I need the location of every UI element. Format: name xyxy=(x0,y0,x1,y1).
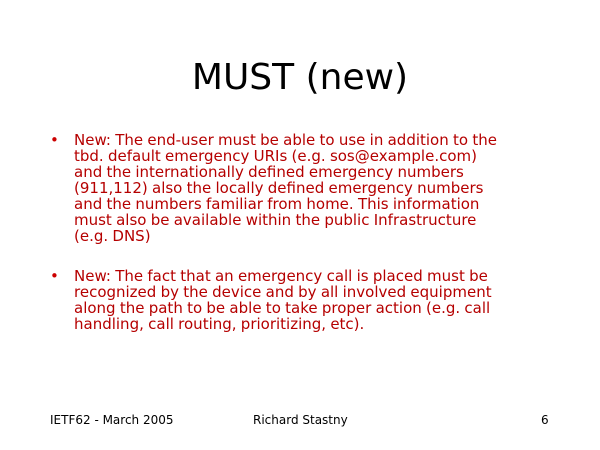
bullet-line: along the path to be able to take proper action (e.g. call xyxy=(74,299,491,317)
bullet-line: and the internationally defined emergency numbers xyxy=(74,163,464,181)
bullet-line: (911,112) also the locally defined emergency numbers xyxy=(74,179,484,197)
bullet-icon: • xyxy=(50,267,59,285)
bullet-line: must also be available within the public Infrastructure xyxy=(74,211,477,229)
bullet-line: New: The fact that an emergency call is placed must be xyxy=(74,267,488,285)
footer-event: IETF62 - March 2005 xyxy=(50,413,174,427)
footer-page-number: 6 xyxy=(541,413,549,427)
bullet-line: handling, call routing, prioritizing, etc). xyxy=(74,315,365,333)
bullet-icon: • xyxy=(50,131,59,149)
bullet-text xyxy=(74,132,564,244)
bullet-line: and the numbers familiar from home. This information xyxy=(74,195,480,213)
bullet-line: New: The end-user must be able to use in addition to the xyxy=(74,131,497,149)
bullet-line: (e.g. DNS) xyxy=(74,227,151,245)
bullet-text xyxy=(74,268,564,332)
bullet-line: tbd. default emergency URIs (e.g. sos@example.com) xyxy=(74,147,477,165)
footer-author: Richard Stastny xyxy=(253,413,348,427)
slide-title: MUST (new) xyxy=(191,57,409,98)
bullet-line: recognized by the device and by all involved equipment xyxy=(74,283,492,301)
